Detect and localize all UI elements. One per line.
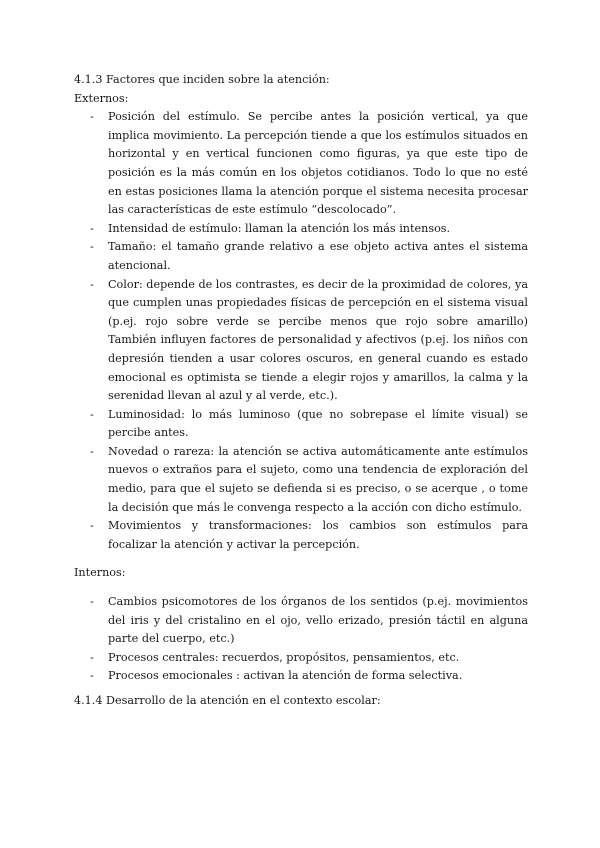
bullet-dash: - [90, 595, 94, 609]
list-item [74, 443, 528, 517]
bullet-dash: - [90, 277, 94, 291]
bullet-dash: - [90, 669, 94, 683]
bullet-dash: - [90, 240, 94, 254]
list-item-text: Procesos centrales: recuerdos, propósitos, pensamientos, etc. [108, 650, 460, 664]
bullet-dash: - [90, 519, 94, 533]
list-item-text: Movimientos y transformaciones: los cambios son estímulos para focalizar la atención y activar la percepción. [108, 519, 528, 551]
list-item [74, 649, 528, 668]
list-item-text: Luminosidad: lo más luminoso (que no sobrepase el límite visual) se percibe antes. [108, 407, 528, 440]
list-item [74, 276, 528, 406]
internos-label: Internos: [74, 566, 126, 580]
list-item [74, 238, 528, 275]
list-item [74, 667, 528, 686]
list-item [74, 517, 528, 554]
list-item [74, 593, 528, 649]
externos-label: Externos: [74, 91, 129, 105]
externos-list [74, 108, 528, 554]
bullet-dash: - [90, 444, 94, 458]
list-item-text: Cambios psicomotores de los órganos de los sentidos (p.ej. movimientos del iris y del cristalino en el ojo, vello erizado, presión táctil en alguna parte del cuerpo, etc.) [108, 595, 528, 646]
section-4-1-3-heading: 4.1.3 Factores que inciden sobre la atención: [74, 73, 330, 86]
bullet-dash: - [90, 221, 94, 235]
document-page [74, 71, 528, 711]
bullet-dash: - [90, 110, 94, 124]
list-item-text: Procesos emocionales : activan la atención de forma selectiva. [108, 669, 463, 683]
bullet-dash: - [90, 650, 94, 664]
list-item-text: Tamaño: el tamaño grande relativo a ese objeto activa antes el sistema atencional. [108, 240, 528, 272]
list-item-text: Intensidad de estímulo: llaman la atención los más intensos. [108, 221, 451, 235]
internos-list [74, 593, 528, 686]
bullet-dash: - [90, 407, 94, 421]
list-item-text: Posición del estímulo. Se percibe antes la posición vertical, ya que implica movimiento. La percepción tiende a que los estímulos situados en horizontal y en vertical funcionen como figuras, ya que este tipo de posición es la más común en los objetos cotidianos. Todo lo que no esté en estas posiciones llama la atención porque el sistema necesita procesar las características de este estímulo “descolocado”. [108, 110, 528, 217]
section-4-1-4-heading: 4.1.4 Desarrollo de la atención en el contexto escolar: [74, 694, 381, 707]
list-item-text: Novedad o rareza: la atención se activa automáticamente ante estímulos nuevos o extraños para el sujeto, como una tendencia de exploración del medio, para que el sujeto se defienda si es preciso, o se acerque , o tome la decisión que más le convenga respecto a la acción con dicho estímulo. [108, 444, 528, 514]
list-item [74, 108, 528, 220]
list-item-text: Color: depende de los contrastes, es decir de la proximidad de colores, ya que cumplen unas propiedades físicas de percepción en el sistema visual (p.ej. rojo sobre verde se percibe menos que rojo sobre amarillo) También influyen factores de personalidad y afectivos (p.ej. los niños con depresión tienden a usar colores oscuros, en general cuando es estado emocional es optimista se tiende a elegir rojos y amarillos, la calma y la serenidad llevan al azul y al verde, etc.). [108, 277, 528, 403]
list-item [74, 220, 528, 239]
list-item [74, 406, 528, 443]
